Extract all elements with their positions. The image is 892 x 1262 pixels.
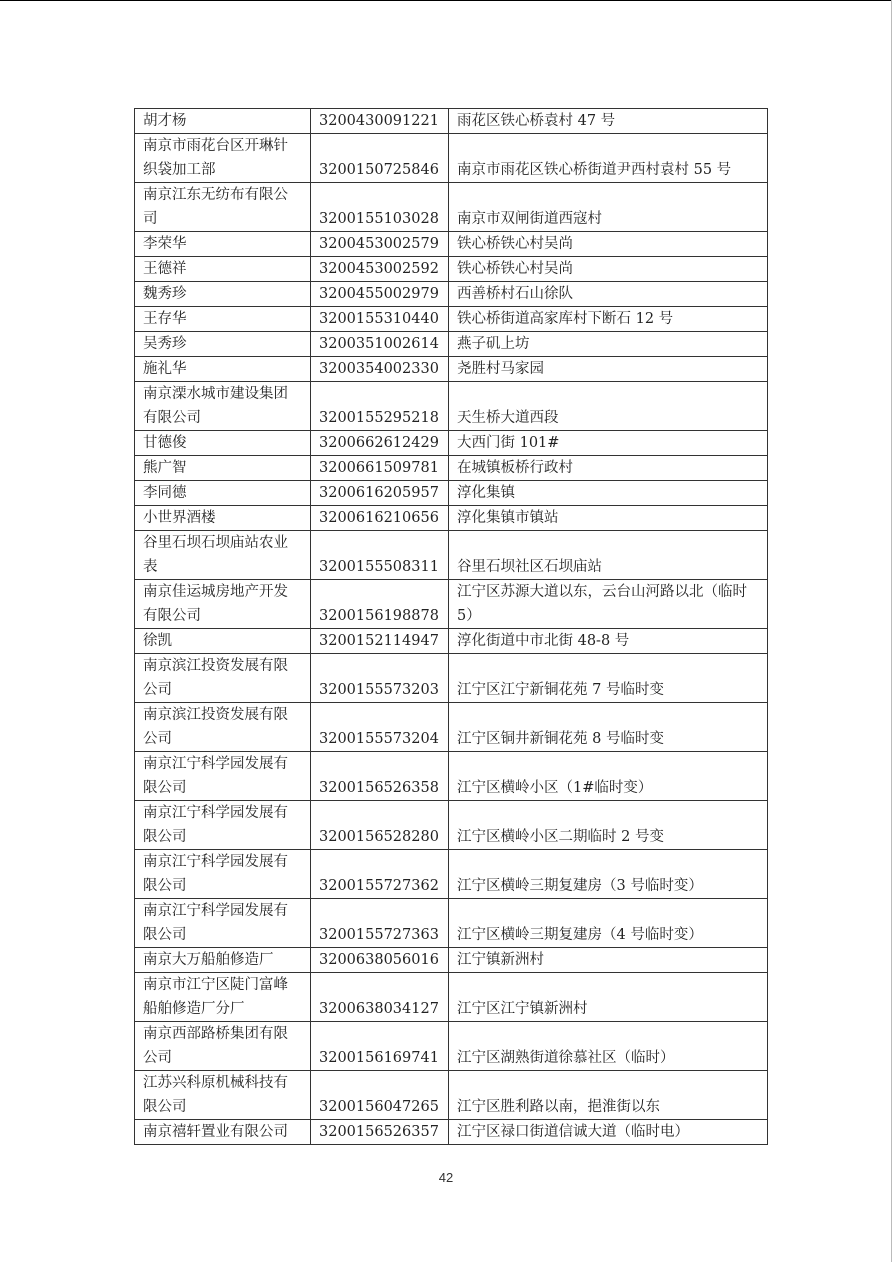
company-name-cell: 李荣华 [135,232,311,257]
address-cell: 淳化集镇 [449,481,768,506]
table-row [135,580,768,629]
address-cell: 南京市雨花区铁心桥街道尹西村袁村 55 号 [449,134,768,183]
address-cell: 铁心桥铁心村吴尚 [449,257,768,282]
table-row [135,973,768,1022]
account-number-cell: 3200430091221 [311,109,449,134]
account-number-cell: 3200616205957 [311,481,449,506]
table-row [135,1022,768,1071]
address-cell: 燕子矶上坊 [449,332,768,357]
address-cell: 铁心桥铁心村吴尚 [449,232,768,257]
table-row [135,1071,768,1120]
address-cell: 雨花区铁心桥袁村 47 号 [449,109,768,134]
account-number-cell: 3200150725846 [311,134,449,183]
address-cell: 江宁区禄口街道信诚大道（临时电） [449,1120,768,1145]
table-row [135,134,768,183]
records-table [134,108,768,1145]
company-name-cell: 甘德俊 [135,431,311,456]
page-number: 42 [438,1170,454,1185]
table-row [135,899,768,948]
table-row [135,382,768,431]
table-row [135,232,768,257]
table-row [135,801,768,850]
company-name-cell: 谷里石坝石坝庙站农业表 [135,531,311,580]
address-cell: 大西门街 101# [449,431,768,456]
account-number-cell: 3200155508311 [311,531,449,580]
company-name-cell: 南京市雨花台区开琳针织袋加工部 [135,134,311,183]
table-row [135,257,768,282]
account-number-cell: 3200155727363 [311,899,449,948]
company-name-cell: 李同德 [135,481,311,506]
address-cell: 尧胜村马家园 [449,357,768,382]
account-number-cell: 3200455002979 [311,282,449,307]
account-number-cell: 3200155295218 [311,382,449,431]
company-name-cell: 施礼华 [135,357,311,382]
table-row [135,109,768,134]
address-cell: 江宁区横岭三期复建房（4 号临时变） [449,899,768,948]
account-number-cell: 3200156047265 [311,1071,449,1120]
account-number-cell: 3200155310440 [311,307,449,332]
table-row [135,456,768,481]
account-number-cell: 3200156526357 [311,1120,449,1145]
address-cell: 江宁区苏源大道以东，云台山河路以北（临时 5） [449,580,768,629]
address-cell: 西善桥村石山徐队 [449,282,768,307]
table-row [135,481,768,506]
address-cell: 江宁区横岭小区（1#临时变） [449,752,768,801]
address-cell: 南京市双闸街道西寇村 [449,183,768,232]
account-number-cell: 3200156528280 [311,801,449,850]
company-name-cell: 江苏兴科原机械科技有限公司 [135,1071,311,1120]
account-number-cell: 3200351002614 [311,332,449,357]
table-row [135,506,768,531]
records-table-body [135,109,768,1145]
company-name-cell: 南京江宁科学园发展有限公司 [135,801,311,850]
account-number-cell: 3200354002330 [311,357,449,382]
table-row [135,282,768,307]
table-row [135,1120,768,1145]
account-number-cell: 3200156198878 [311,580,449,629]
address-cell: 江宁镇新洲村 [449,948,768,973]
company-name-cell: 南京禧轩置业有限公司 [135,1120,311,1145]
account-number-cell: 3200155727362 [311,850,449,899]
table-row [135,629,768,654]
company-name-cell: 南京溧水城市建设集团有限公司 [135,382,311,431]
company-name-cell: 吴秀珍 [135,332,311,357]
account-number-cell: 3200155573203 [311,654,449,703]
company-name-cell: 南京江宁科学园发展有限公司 [135,752,311,801]
address-cell: 江宁区横岭三期复建房（3 号临时变） [449,850,768,899]
address-cell: 铁心桥街道高家库村下断石 12 号 [449,307,768,332]
table-row [135,703,768,752]
account-number-cell: 3200156526358 [311,752,449,801]
address-cell: 江宁区江宁镇新洲村 [449,973,768,1022]
address-cell: 在城镇板桥行政村 [449,456,768,481]
table-row [135,948,768,973]
company-name-cell: 魏秀珍 [135,282,311,307]
address-cell: 天生桥大道西段 [449,382,768,431]
account-number-cell: 3200453002592 [311,257,449,282]
company-name-cell: 南京西部路桥集团有限公司 [135,1022,311,1071]
company-name-cell: 南京滨江投资发展有限公司 [135,703,311,752]
top-border [0,0,892,1]
address-cell: 淳化街道中市北街 48-8 号 [449,629,768,654]
account-number-cell: 3200616210656 [311,506,449,531]
company-name-cell: 徐凯 [135,629,311,654]
table-row [135,332,768,357]
address-cell: 淳化集镇市镇站 [449,506,768,531]
address-cell: 江宁区胜利路以南，挹淮街以东 [449,1071,768,1120]
table-row [135,307,768,332]
account-number-cell: 3200155103028 [311,183,449,232]
company-name-cell: 南京佳运城房地产开发有限公司 [135,580,311,629]
company-name-cell: 南京滨江投资发展有限公司 [135,654,311,703]
table-row [135,752,768,801]
company-name-cell: 南京江宁科学园发展有限公司 [135,850,311,899]
account-number-cell: 3200152114947 [311,629,449,654]
account-number-cell: 3200661509781 [311,456,449,481]
address-cell: 江宁区横岭小区二期临时 2 号变 [449,801,768,850]
table-row [135,431,768,456]
address-cell: 江宁区铜井新铜花苑 8 号临时变 [449,703,768,752]
company-name-cell: 南京江东无纺布有限公司 [135,183,311,232]
company-name-cell: 南京江宁科学园发展有限公司 [135,899,311,948]
address-cell: 江宁区江宁新铜花苑 7 号临时变 [449,654,768,703]
table-row [135,531,768,580]
company-name-cell: 南京大万船舶修造厂 [135,948,311,973]
address-cell: 江宁区湖熟街道徐慕社区（临时） [449,1022,768,1071]
company-name-cell: 王存华 [135,307,311,332]
account-number-cell: 3200156169741 [311,1022,449,1071]
company-name-cell: 胡才杨 [135,109,311,134]
company-name-cell: 小世界酒楼 [135,506,311,531]
account-number-cell: 3200638034127 [311,973,449,1022]
account-number-cell: 3200662612429 [311,431,449,456]
account-number-cell: 3200453002579 [311,232,449,257]
address-cell: 谷里石坝社区石坝庙站 [449,531,768,580]
company-name-cell: 熊广智 [135,456,311,481]
company-name-cell: 王德祥 [135,257,311,282]
table-row [135,654,768,703]
table-row [135,183,768,232]
account-number-cell: 3200638056016 [311,948,449,973]
account-number-cell: 3200155573204 [311,703,449,752]
company-name-cell: 南京市江宁区陡门富峰船舶修造厂分厂 [135,973,311,1022]
table-row [135,357,768,382]
table-row [135,850,768,899]
